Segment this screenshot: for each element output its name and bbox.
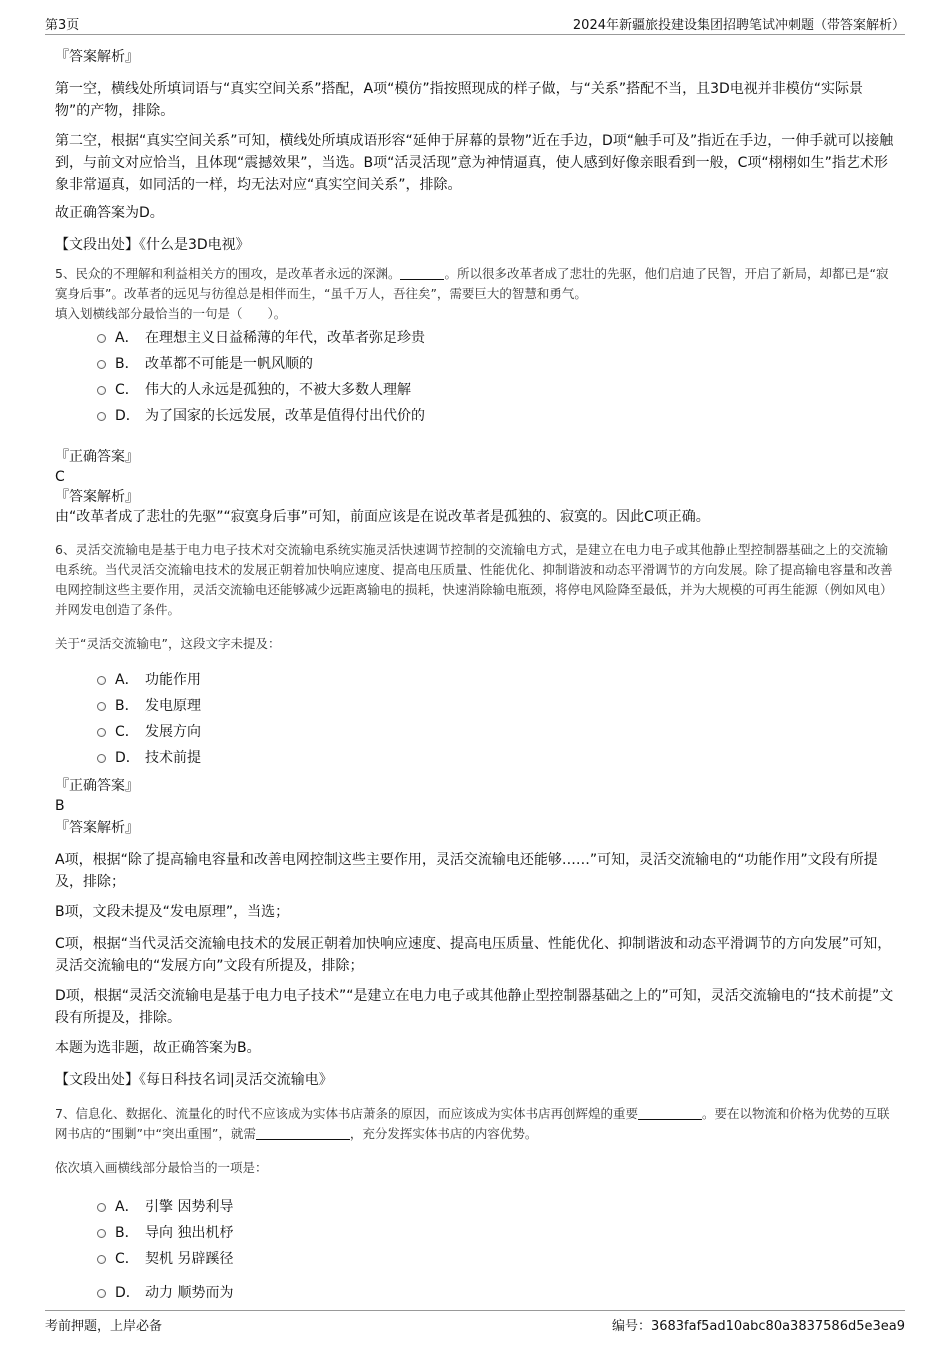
radio-icon[interactable] [97,728,106,737]
radio-icon[interactable] [97,702,106,711]
radio-icon[interactable] [97,1203,106,1212]
radio-icon[interactable] [97,676,106,685]
page-footer [45,1310,905,1335]
q6-analysis-b: B项，文段未提及“发电原理”，当选； [55,904,290,920]
q6-analysis-d: D项，根据“灵活交流输电是基于电力电子技术”“是建立在电力电子或其他静止型控制器基础之上的”可知，灵活交流输电的“技术前提”文段有所提及，排除。 [55,988,894,1026]
q6-correct-title: 『正确答案』 [55,778,139,794]
q6-conclusion: 本题为选非题，故正确答案为B。 [55,1040,261,1056]
q6-option-d[interactable]: D． 技术前提 [55,745,895,771]
q6-analysis-title: 『答案解析』 [55,820,139,836]
q4-analysis-para2: 第二空，根据“真实空间关系”可知，横线处所填成语形容“延伸于屏幕的景物”近在手边，D项“触手可及”指近在手边，一伸手就可以接触到，与前文对应恰当，且体现“震撼效果”，当选。B项“活灵活现”意为神情逼真，使人感到好像亲眼看到一般，C项“栩栩如生”指艺术形象非常逼真，如同活的一样，均无法对应“真实空间关系”，排除。 [55,133,894,193]
q5-option-a[interactable]: A． 在理想主义日益稀薄的年代，改革者弥足珍贵 [55,325,895,351]
q7-option-c[interactable]: C． 契机 另辟蹊径 [55,1246,895,1272]
q4-source: 【文段出处】《什么是3D电视》 [55,237,250,253]
q5-correct-title: 『正确答案』 [55,449,139,465]
q5-analysis: 由“改革者成了悲壮的先驱”“寂寞身后事”可知，前面应该是在说改革者是孤独的、寂寞的。因此C项正确。 [55,509,710,525]
q7-option-a[interactable]: A． 引擎 因势利导 [55,1194,895,1220]
document-title: 2024年新疆旅投建设集团招聘笔试冲刺题（带答案解析） [572,18,905,33]
q5-stem: 5、民众的不理解和利益相关方的围攻，是改革者永远的深渊。 。所以很多改革者成了悲壮的先驱，他们启迪了民智，开启了新局，却都已是“寂寞身后事”。改革者的远见与彷徨总是相伴而生，“虽千万人，吾往矣”，需要巨大的智慧和勇气。 [55,266,889,301]
q4-analysis-para1: 第一空，横线处所填词语与“真实空间关系”搭配，A项“模仿”指按照现成的样子做，与“关系”搭配不当，且3D电视并非模仿“实际景物”的产物，排除。 [55,81,864,119]
q5-prompt: 填入划横线部分最恰当的一句是（ ）。 [55,306,287,321]
radio-icon[interactable] [97,1229,106,1238]
footer-slogan: 考前押题，上岸必备 [45,1319,163,1334]
radio-icon[interactable] [97,754,106,763]
q5-answer: C [55,469,65,485]
q5-option-b[interactable]: B． 改革都不可能是一帆风顺的 [55,351,895,377]
radio-icon[interactable] [97,334,106,343]
q6-stem: 6、灵活交流输电是基于电力电子技术对交流输电系统实施灵活快速调节控制的交流输电方式，是建立在电力电子或其他静止型控制器基础之上的交流输电系统。当代灵活交流输电技术的发展正朝着加快响应速度、提高电压质量、性能优化、抑制谐波和动态平滑调节的方向发展。除了提高输电容量和改善电网控制这些主要作用，灵活交流输电还能够减少远距离输电的损耗，快速消除输电瓶颈，将停电风险降至最低，并为大规模的可再生能源（例如风电）并网发电创造了条件。 [55,542,893,617]
answer-blank [638,1105,702,1120]
radio-icon[interactable] [97,360,106,369]
page-number: 第3页 [45,18,80,33]
q4-conclusion: 故正确答案为D。 [55,205,164,221]
q4-analysis-title: 『答案解析』 [55,49,139,65]
radio-icon[interactable] [97,1255,106,1264]
q6-option-c[interactable]: C． 发展方向 [55,719,895,745]
q5-option-c[interactable]: C． 伟大的人永远是孤独的，不被大多数人理解 [55,377,895,403]
q6-analysis-c: C项，根据“当代灵活交流输电技术的发展正朝着加快响应速度、提高电压质量、性能优化、抑制谐波和动态平滑调节的方向发展”可知，灵活交流输电的“发展方向”文段有所提及，排除； [55,936,892,974]
document-code: 编号：3683faf5ad10abc80a3837586d5e3ea9 [611,1319,905,1334]
answer-blank [400,265,444,280]
q5-analysis-title: 『答案解析』 [55,489,139,505]
radio-icon[interactable] [97,386,106,395]
q5-options [55,325,895,429]
answer-blank [256,1125,350,1140]
q7-stem: 7、信息化、数据化、流量化的时代不应该成为实体书店萧条的原因，而应该成为实体书店再创辉煌的重要 。要在以物流和价格为优势的互联网书店的“围剿”中“突出重围”，就需 ，充分发挥实体书店的内容优势。 [55,1106,890,1141]
radio-icon[interactable] [97,412,106,421]
q6-options [55,667,895,771]
page-header [45,12,905,35]
q7-prompt: 依次填入画横线部分最恰当的一项是： [55,1160,268,1175]
q7-option-d[interactable]: D． 动力 顺势而为 [55,1280,895,1306]
q6-option-b[interactable]: B． 发电原理 [55,693,895,719]
q6-answer: B [55,798,65,814]
q7-option-b[interactable]: B． 导向 独出机杼 [55,1220,895,1246]
q6-analysis-a: A项，根据“除了提高输电容量和改善电网控制这些主要作用，灵活交流输电还能够……”可知，灵活交流输电的“功能作用”文段有所提及，排除； [55,852,878,890]
q6-prompt: 关于“灵活交流输电”，这段文字未提及： [55,636,281,651]
q5-option-d[interactable]: D． 为了国家的长远发展，改革是值得付出代价的 [55,403,895,429]
radio-icon[interactable] [97,1289,106,1298]
q6-option-a[interactable]: A． 功能作用 [55,667,895,693]
q7-options [55,1194,895,1306]
q6-source: 【文段出处】《每日科技名词|灵活交流输电》 [55,1072,333,1088]
